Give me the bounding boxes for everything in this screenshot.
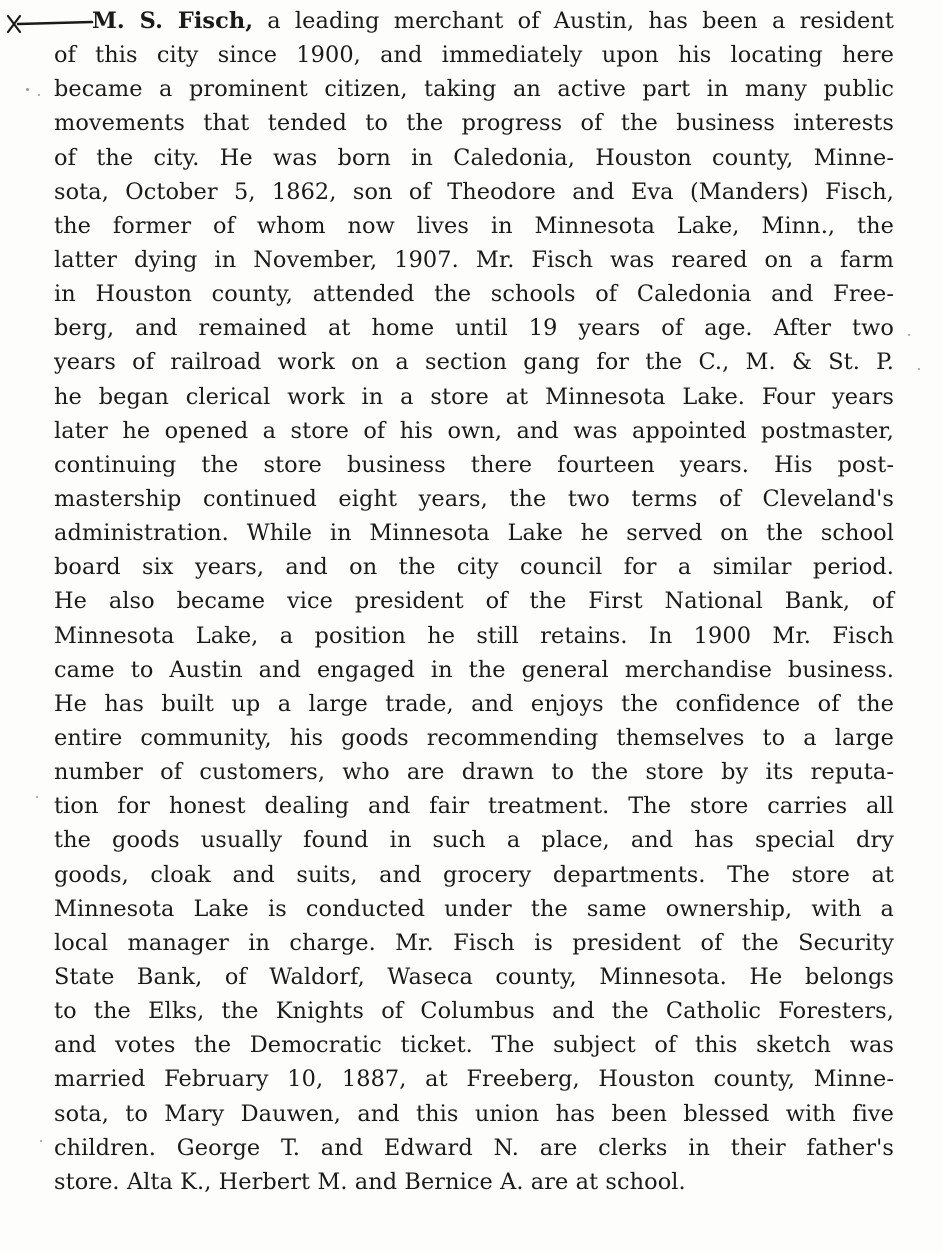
text-line: He also became vice president of the First National Bank, of	[54, 588, 894, 615]
text-line: children. George T. and Edward N. are clerks in their father's	[54, 1134, 894, 1161]
text-line: married February 10, 1887, at Freeberg, Houston county, Minne-	[54, 1066, 894, 1093]
text-line: the goods usually found in such a place, and has special dry	[54, 827, 894, 854]
text-line: M. S. Fisch, a leading merchant of Austin, has been a resident	[92, 8, 894, 34]
text-line: He has built up a large trade, and enjoys the confidence of the	[54, 690, 894, 717]
text-line: later he opened a store of his own, and was appointed postmaster,	[54, 417, 894, 444]
subject-name: M. S. Fisch,	[92, 8, 254, 34]
paper-speck	[918, 368, 920, 370]
paper-speck	[36, 796, 38, 798]
paper-speck	[38, 94, 40, 96]
text-line: board six years, and on the city council for a similar period.	[54, 554, 894, 581]
text-line: sota, October 5, 1862, son of Theodore and Eva (Manders) Fisch,	[54, 178, 894, 205]
text-line: latter dying in November, 1907. Mr. Fisch was reared on a farm	[54, 246, 894, 273]
biography-text	[54, 4, 894, 1199]
text-line: sota, to Mary Dauwen, and this union has been blessed with five	[54, 1100, 894, 1127]
text-line: goods, cloak and suits, and grocery departments. The store at	[54, 861, 894, 888]
text-line: administration. While in Minnesota Lake he served on the school	[54, 520, 894, 547]
text-line: mastership continued eight years, the two terms of Cleveland's	[54, 485, 894, 512]
text-line: in Houston county, attended the schools of Caledonia and Free-	[54, 281, 894, 308]
paper-speck	[40, 1140, 42, 1142]
text-line: local manager in charge. Mr. Fisch is president of the Security	[54, 929, 894, 956]
text-line: of the city. He was born in Caledonia, Houston county, Minne-	[54, 144, 894, 171]
text-line: tion for honest dealing and fair treatment. The store carries all	[54, 793, 894, 820]
text-line: berg, and remained at home until 19 years of age. After two	[54, 315, 894, 342]
text-line: came to Austin and engaged in the general merchandise business.	[54, 656, 894, 683]
text-line: store. Alta K., Herbert M. and Bernice A. are at school.	[54, 1168, 686, 1195]
text-line: the former of whom now lives in Minnesota Lake, Minn., the	[54, 212, 894, 239]
text-line: of this city since 1900, and immediately upon his locating here	[54, 42, 894, 69]
text-line: continuing the store business there fourteen years. His post-	[54, 451, 894, 478]
paper-speck	[908, 334, 910, 336]
text-line: Minnesota Lake is conducted under the same ownership, with a	[54, 895, 894, 922]
text-line: number of customers, who are drawn to the store by its reputa-	[54, 759, 894, 786]
text-line: Minnesota Lake, a position he still retains. In 1900 Mr. Fisch	[54, 622, 894, 649]
text-line: to the Elks, the Knights of Columbus and the Catholic Foresters,	[54, 998, 894, 1025]
text-line: State Bank, of Waldorf, Waseca county, Minnesota. He belongs	[54, 963, 894, 990]
text-line: entire community, his goods recommending themselves to a large	[54, 724, 894, 751]
text-line: and votes the Democratic ticket. The subject of this sketch was	[54, 1032, 894, 1059]
paper-speck	[26, 88, 29, 91]
text-line: he began clerical work in a store at Minnesota Lake. Four years	[54, 383, 894, 410]
text-line: became a prominent citizen, taking an active part in many public	[54, 76, 894, 103]
text-line: years of railroad work on a section gang for the C., M. & St. P.	[54, 349, 894, 376]
text-line: movements that tended to the progress of the business interests	[54, 110, 894, 137]
